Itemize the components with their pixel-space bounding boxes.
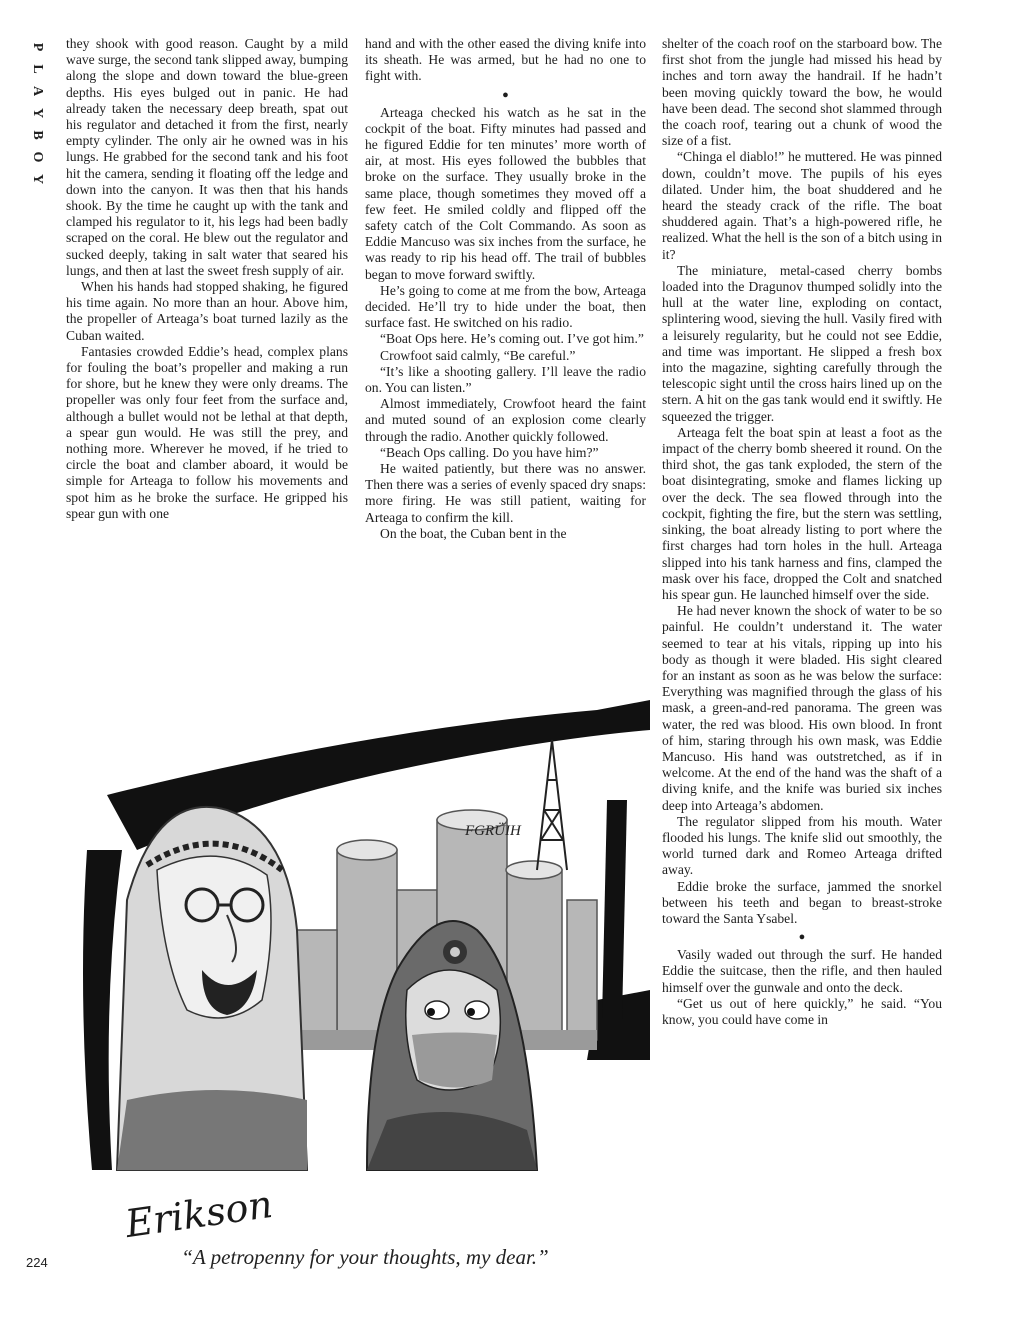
paragraph: “Chinga el diablo!” he muttered. He was pinned down, couldn’t move. The pupils of his eyes dilated. Under him, the boat shuddered and he heard the steady crack of the rifle. The boat shuddered again. That’s a high-powered rifle, he realized. What the hell is the son of a bitch using in it? <box>662 149 942 262</box>
cartoon-sign-text: FGRÜIH <box>465 823 521 839</box>
paragraph: hand and with the other eased the diving knife into its sheath. He was armed, but he had no one to fight with. <box>365 36 646 84</box>
paragraph: Arteaga felt the boat spin at least a foot as the impact of the cherry bomb sheered it round. On the third shot, the gas tank exploded, the stern of the boat disintegrating, smoke and flames licking up over the deck. The sea flowed through into the cockpit, fighting the fire, but the stern was settling, sinking, the boat already listing to port where the first charges had torn holes in the hull. Arteaga slipped into his tank harness and fins, clamped the mask over his face, dropped the Colt and snatched his spear gun. He launched himself over the side. <box>662 424 942 602</box>
paragraph: Crowfoot said calmly, “Be careful.” <box>380 347 576 363</box>
paragraph: Almost immediately, Crowfoot heard the faint and muted sound of an explosion come clearly through the radio. Another quickly followed. <box>365 396 646 444</box>
paragraph: “Get us out of here quickly,” he said. “You know, you could have come in <box>662 995 942 1027</box>
paragraph: shelter of the coach roof on the starboard bow. The first shot from the jungle had missed his head by inches and torn away the handrail. If he hadn’t been moving quickly toward the bow, he would have been dead. The second shot slammed through the coach roof, tearing out a chunk of wood the size of a fist. <box>662 36 942 149</box>
running-head <box>26 36 48 190</box>
paragraph: He’s going to come at me from the bow, Arteaga decided. He’ll try to hide under the boat, then surface fast. He switched on his radio. <box>365 282 646 331</box>
paragraph: The regulator slipped from his mouth. Water flooded his lungs. The knife slid out smoothly, the world turned dark and Romeo Arteaga drifted away. <box>662 813 942 878</box>
running-head-letter: L <box>30 64 45 74</box>
cartoon-sheikh-figure <box>117 807 307 1170</box>
text-column-2 <box>365 36 646 542</box>
text-column-1 <box>66 36 348 522</box>
running-head-letter: P <box>30 42 45 52</box>
paragraph: He waited patiently, but there was no answer. Then there was a series of evenly spaced dry snaps: more firing. He was still patient, waiting for Arteaga to confirm the kill. <box>365 461 646 525</box>
artist-signature: Erikson <box>122 1181 276 1247</box>
running-head-letter: B <box>30 130 45 140</box>
paragraph: “Beach Ops calling. Do you have him?” <box>380 444 599 460</box>
paragraph: Eddie broke the surface, jammed the snorkel between his teeth and began to breast-stroke toward the Santa Ysabel. <box>662 878 942 926</box>
cartoon-caption: “A petropenny for your thoughts, my dear.” <box>181 1245 549 1269</box>
cartoon-illustration <box>67 700 650 1252</box>
page-number: 224 <box>26 1255 48 1270</box>
running-head-letter: Y <box>30 173 45 185</box>
paragraph: The miniature, metal-cased cherry bombs loaded into the Dragunov thumped solidly into the hull at the water line, exploding on contact, splintering wood, sieving the hull. Vasily fired with a leisurely regularity, but he could not see Eddie, and time was important. He slipped a fresh box into the magazine, sighting carefully through the telescopic sight until the cross hairs lined up on the stern. A hit on the gas tank would end it swiftly. He squeezed the trigger. <box>662 262 942 424</box>
section-break-bullet: ● <box>502 88 509 101</box>
section-break-bullet: ● <box>798 931 806 944</box>
text-column-3 <box>662 36 942 1028</box>
paragraph: On the boat, the Cuban bent in the <box>380 525 567 541</box>
paragraph: they shook with good reason. Caught by a mild wave surge, the second tank slipped away, bumping along the slope and down toward the blue-green depths. His eyes bulged out in panic. He had already taken the necessary deep breath, spat out his regulator and detached it from the first, nearly empty cylinder. The only air he owned was in his lungs. He grabbed for the second tank and his foot hit the camera, sending it floating off the ledge and down into the canyon. It was then that his hands shook. By the time he caught up with the tank and clamped his regulator to it, his legs had been badly scraped on the coral. He blew out the regulator and sucked deeply, taking in salt water that seared his lungs, and then at last the sweet fresh supply of air. <box>66 36 348 278</box>
paragraph: Vasily waded out through the surf. He handed Eddie the suitcase, then the rifle, and then hauled himself over the gunwale and onto the deck. <box>662 947 942 995</box>
running-head-letter: O <box>30 151 45 163</box>
paragraph: “It’s like a shooting gallery. I’ll leave the radio on. You can listen.” <box>365 363 646 396</box>
paragraph: Arteaga checked his watch as he sat in the cockpit of the boat. Fifty minutes had passed and he figured Eddie for ten minutes’ more worth of air, at most. His eyes followed the bubbles that broke on the surface. They usually broke in the same place, though sometimes they moved off a few feet. He smiled coldly and flipped off the safety catch of the Colt Commando. As soon as Eddie Mancuso was six inches from the surface, he was ready to rip his head off. The trail of bubbles began to move forward swiftly. <box>365 104 646 282</box>
paragraph: He had never known the shock of water to be so painful. He couldn’t understand it. The water seemed to tear at his vitals, ripping up into his body as though it were bladed. His sight cleared for an instant as soon as he was below the surface: Everything was magnified through the glass of his mask, a green-and-red panorama. The green was water, the red was blood. His own blood. In front of him, staring through his own mask, was Eddie Mancuso. His hand was outstretched, as if in welcome. At the end of the hand was the shaft of a diving knife, and the knife was buried six inches deep into Arteaga’s abdomen. <box>662 603 942 813</box>
paragraph: Fantasies crowded Eddie’s head, complex plans for fouling the boat’s propeller and making a run for shore, but he knew they were only dreams. The propeller was only four feet from the surface and, although a bullet would not be lethal at that depth, a spear gun would. He was still the prey, and nothing more. Wherever he moved, if he tried to circle the boat and clamber aboard, it would be simple for Arteaga to follow his movements and spot him as he broke the surface. He gripped his spear gun with one <box>66 343 348 521</box>
running-head-letter: Y <box>30 107 45 119</box>
paragraph: “Boat Ops here. He’s coming out. I’ve got him.” <box>380 331 644 347</box>
paragraph: When his hands had stopped shaking, he figured his time again. No more than an hour. Above him, the propeller of Arteaga’s boat turned lazily as the Cuban waited. <box>66 279 348 343</box>
running-head-letter: A <box>30 85 45 97</box>
